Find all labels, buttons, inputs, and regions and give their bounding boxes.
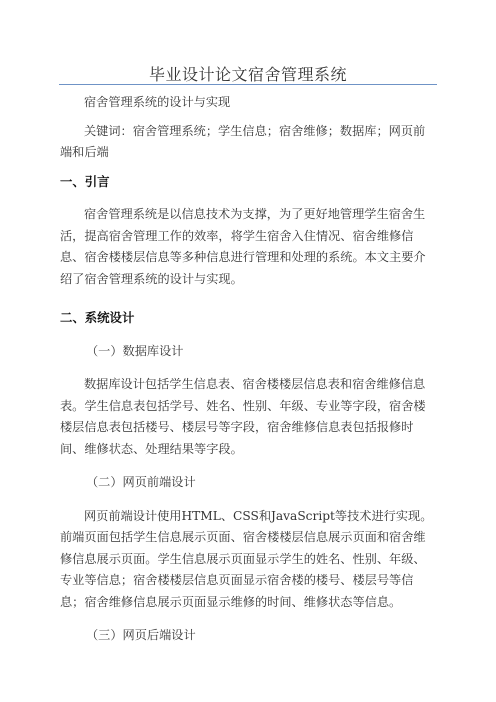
keywords: 关键词：宿舍管理系统；学生信息；宿舍维修；数据库；网页前端和后端	[60, 123, 426, 159]
document-body	[60, 92, 437, 647]
section-heading-introduction: 一、引言	[60, 173, 110, 189]
title-underline	[59, 84, 437, 85]
subtitle: 宿舍管理系统的设计与实现	[84, 95, 231, 109]
frontend-design-paragraph: 网页前端设计使用HTML、CSS和JavaScript等技术进行实现。前端页面包括学生信息展示页面、宿舍楼楼层信息展示页面和宿舍维修信息展示页面。学生信息展示页面显示学生的姓名、性别、年级、专业等信息；宿舍楼楼层信息页面显示宿舍楼的楼号、楼层号等信息；宿舍维修信息展示页面显示维修的时间、维修状态等信息。	[60, 508, 433, 609]
subheading-database-design: （一）数据库设计	[86, 343, 184, 358]
database-design-paragraph: 数据库设计包括学生信息表、宿舍楼楼层信息表和宿舍维修信息表。学生信息表包括学号、姓名、性别、年级、专业等字段，宿舍楼楼层信息表包括楼号、楼层号等字段，宿舍维修信息表包括报修时间、维修状态、处理结果等字段。	[60, 377, 426, 456]
document-title: 毕业设计论文宿舍管理系统	[148, 65, 347, 84]
subheading-backend-design: （三）网页后端设计	[86, 628, 196, 642]
section-heading-system-design: 二、系统设计	[60, 310, 135, 325]
introduction-paragraph: 宿舍管理系统是以信息技术为支撑，为了更好地管理学生宿舍生活，提高宿舍管理工作的效率，将学生宿舍入住情况、宿舍维修信息、宿舍楼楼层信息等多种信息进行管理和处理的系统。本文主要介绍了宿舍管理系统的设计与实现。	[60, 207, 426, 286]
subheading-frontend-design: （二）网页前端设计	[86, 475, 196, 489]
